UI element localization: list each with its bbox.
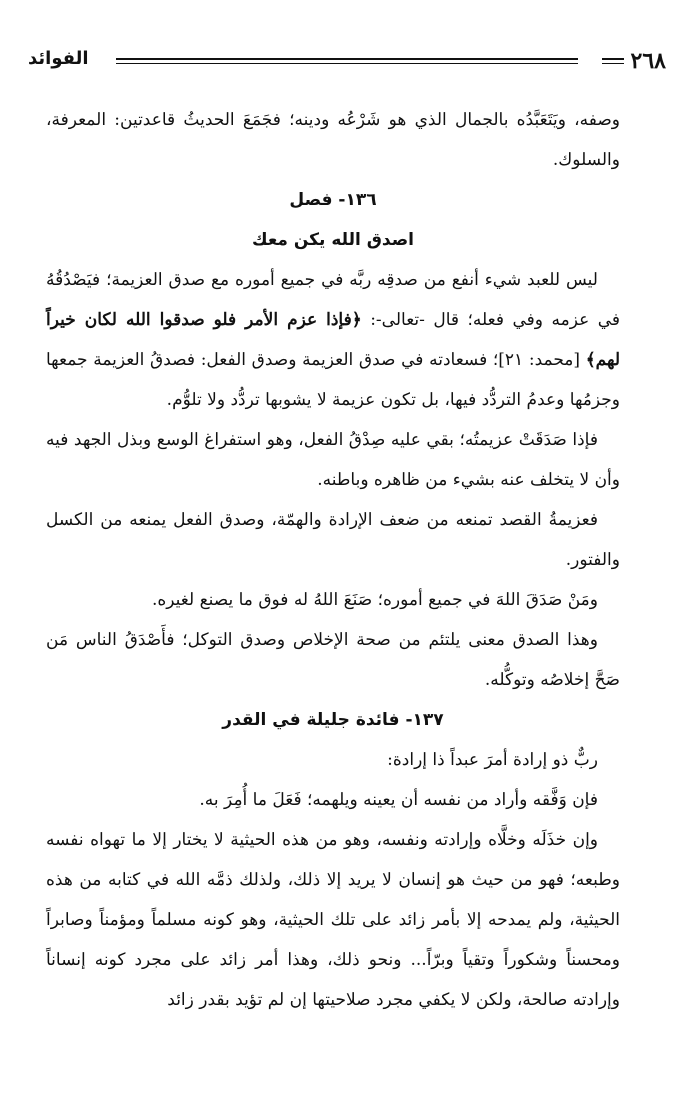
paragraph-continuation: وصفه، ويَتَعَبَّدُه بالجمال الذي هو شَرْعُه ودينه؛ فجَمَعَ الحديثُ قاعدتين: المعرفة، والسلوك. bbox=[46, 110, 620, 170]
paragraph-text: ليس للعبد شيء أنفع من صدقِه ربَّه في جميع أموره مع صدق العزيمة؛ فيَصْدُقُهُ في عزمه وفي فعله؛ قال -تعالى-: bbox=[46, 270, 620, 330]
page-number: ٢٦٨ bbox=[630, 48, 666, 74]
paragraph-sincerity bbox=[46, 260, 620, 420]
paragraph-text: [محمد: ٢١]؛ فسعادته في صدق العزيمة وصدق الفعل: فصدقُ العزيمة جمعها وجزمُها وعدمُ التردُّد فيها، بل تكون عزيمة لا يشوبها تردُّد ولا تلوُّم. bbox=[46, 350, 620, 410]
page-header bbox=[28, 42, 666, 78]
paragraph-forsaken: وإن خذَلَه وخلَّاه وإرادته ونفسه، وهو من هذه الحيثية لا يختار إلا ما تهواه نفسه وطبعه؛ فهو من حيث هو إنسان لا يريد إلا ذلك، ولذلك ذمَّه الله في كتابه من هذه الحيثية، ولم يمدحه إلا بأمر زائد على تلك الحيثية، وهو كونه مسلماً ومؤمناً وصابراً ومحسناً وشكوراً وتقياً وبرّاً... ونحو ذلك، وهذا أمر زائد على مجرد كونه إنساناً وإرادته صالحة، ولكن لا يكفي مجرد صلاحيتها إن لم تؤيد بقدر زائد bbox=[46, 830, 620, 1010]
paragraph-trust: وهذا الصدق معنى يلتئم من صحة الإخلاص وصدق التوكل؛ فأَصْدَقُ الناس مَن صَحَّ إخلاصُه وتوكُّله. bbox=[46, 630, 620, 690]
section-number-136: ١٣٦- فصل bbox=[289, 190, 377, 210]
book-title: الفوائد bbox=[28, 48, 89, 69]
paragraph-will: ربٌّ ذو إرادة أمرَ عبداً ذا إرادة: bbox=[387, 750, 598, 770]
header-rule bbox=[116, 58, 578, 64]
paragraph-truthful: ومَنْ صَدَقَ اللهَ في جميع أموره؛ صَنَعَ اللهُ له فوق ما يصنع لغيره. bbox=[151, 590, 598, 610]
paragraph-resolve: فعزيمةُ القصد تمنعه من ضعف الإرادة والهمّة، وصدق الفعل يمنعه من الكسل والفتور. bbox=[46, 510, 620, 570]
section-title-136: اصدق الله يكن معك bbox=[251, 230, 414, 250]
paragraph-action: فإذا صَدَقَتْ عزيمتُه؛ بقي عليه صِدْقُ الفعل، وهو استفراغ الوسع وبذل الجهد فيه وأن لا يتخلف عنه بشيء من ظاهره وباطنه. bbox=[46, 430, 620, 490]
header-rule-short bbox=[602, 58, 624, 64]
page-body bbox=[46, 100, 620, 1020]
section-title-137: ١٣٧- فائدة جليلة في القدر bbox=[222, 710, 444, 730]
quran-verse: ﴿فإذا عزم الأمر فلو صدقوا الله لكان خيراً لهم﴾ bbox=[46, 310, 620, 370]
paragraph-success: فإن وَفَّقه وأراد من نفسه أن يعينه ويلهمه؛ فَعَلَ ما أُمِرَ به. bbox=[199, 790, 598, 810]
